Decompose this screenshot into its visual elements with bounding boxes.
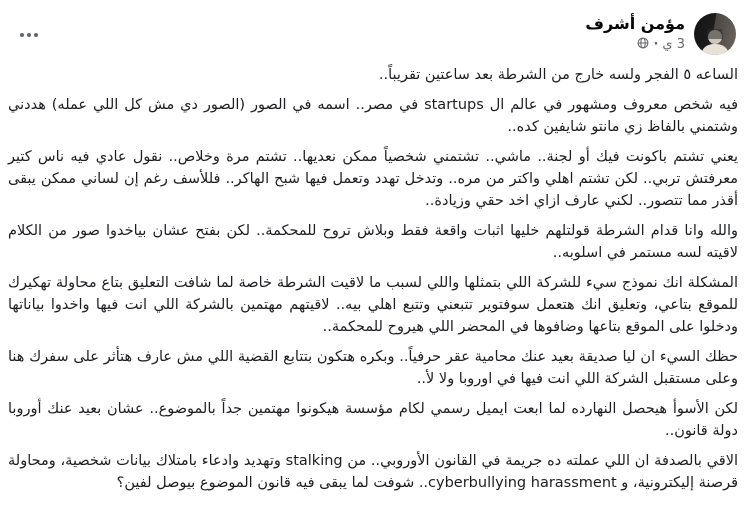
post-paragraph: يعني تشتم باكونت فيك أو لجنة.. ماشي.. تشتمني شخصياً ممكن نعديها.. تشتم مرة وخلاص.. نقول عادي فيه ناس كتير معرفتش تربي.. لكن تشتم اهلي واكتر من مره.. وتدخل تهدد وتعمل فيها شبح الهاكر.. فللأسف رغم إن لساني ممكن يبقى أقذر مما تتصور.. لكني عارف ازاي اخد حقي وزيادة..	[8, 149, 738, 209]
post-body	[0, 55, 750, 494]
post-paragraph: المشكلة انك نموذج سيء للشركة اللي بتمثلها واللي لسبب ما لاقيت الشرطة خاصة لما شافت التعليق بتاع محاولة تهكيرك للموقع بتاعي، وتعليق انك هتعمل سوفتوير تتبعني وتتبع اهلي بيه.. لاقيتهم مهتمين بالشركة اللي انت فيها واخدوا بياناتها ودخلوا على الموقع بتاعها وضافوها في المحضر اللي هيروح للمحكمة..	[8, 275, 738, 335]
post-timestamp[interactable]: 3 ي	[662, 37, 685, 52]
meta-separator: ·	[653, 37, 659, 52]
globe-icon	[637, 37, 649, 54]
post-options-button[interactable]	[14, 19, 44, 51]
post-paragraph: والله وانا قدام الشرطة قولتلهم خليها اثبات واقعة فقط وبلاش تروح للمحكمة.. لكن بفتح عشان بياخدوا صور من الكلام لاقيته لسه مستمر في اسلوبه..	[8, 223, 738, 261]
post-paragraph: الساعه ٥ الفجر ولسه خارج من الشرطة بعد ساعتين تقريباً..	[378, 67, 738, 83]
post-paragraph: حظك السيء ان ليا صديقة بعيد عنك محامية عقر حرفياً.. وبكره هتكون بتتابع القضية اللي مش عارف هتأثر على سفرك هنا وعلى مستقبل الشركة اللي انت فيها في اوروبا ولا لأ..	[8, 349, 738, 387]
avatar[interactable]	[694, 13, 736, 55]
post-paragraph: لكن الأسوأ هيحصل النهارده لما ابعت ايميل رسمي لكام مؤسسة هيكونوا مهتمين جداً بالموضوع.. عشان بعيد عنك أوروبا دولة قانون..	[8, 401, 738, 439]
post-meta	[52, 36, 685, 54]
post-header-text	[52, 13, 685, 54]
author-name[interactable]: مؤمن أشرف	[585, 14, 685, 33]
post-header	[0, 0, 750, 55]
three-dots-icon	[20, 33, 38, 37]
post-paragraph: فيه شخص معروف ومشهور في عالم ال startups في مصر.. اسمه في الصور (الصور دي مش كل اللي عمله) هددني وشتمني بالفاظ زي مانتو شايفين كده..	[8, 97, 738, 135]
post-paragraph: الاقي بالصدفة ان اللي عملته ده جريمة في القانون الأوروبي.. من stalking وتهديد وادعاء بامتلاك بيانات شخصية، ومحاولة قرصنة إليكترونية، و cyberbullying harassment.. شوفت لما يبقى فيه قانون الموضوع بيوصل لفين؟	[8, 453, 738, 491]
